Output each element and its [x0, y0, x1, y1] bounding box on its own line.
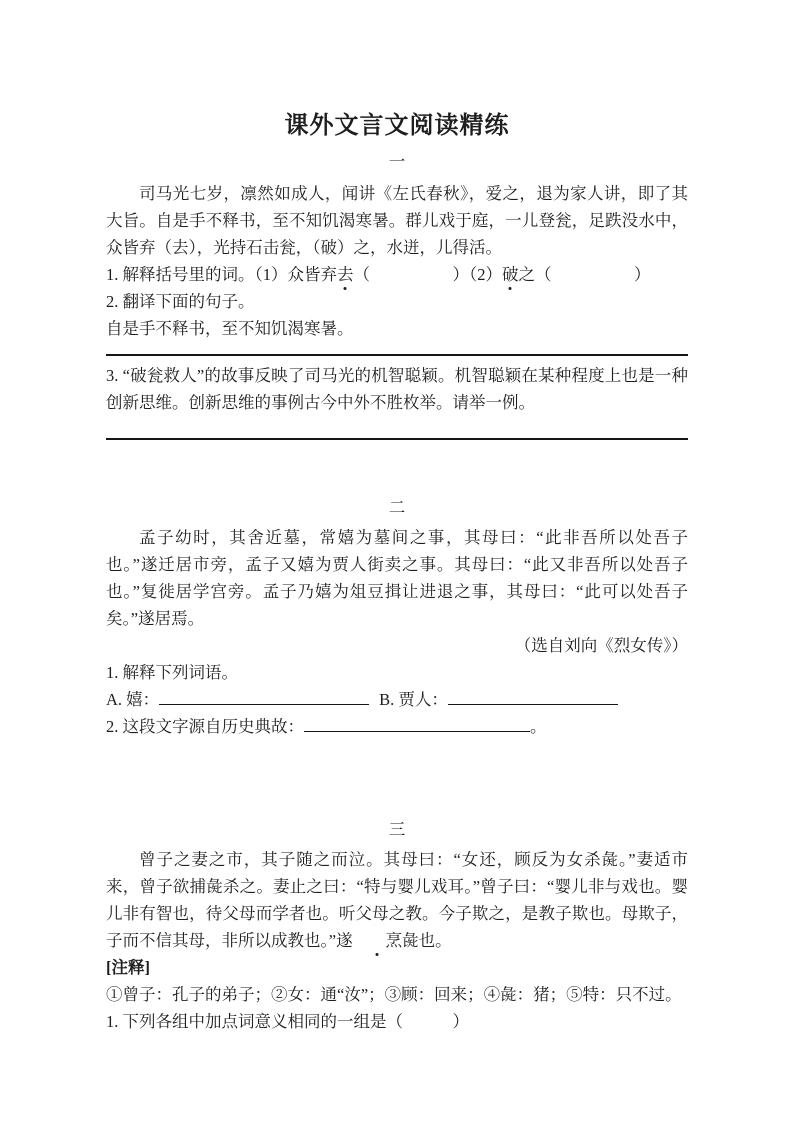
section-two-question-1-blanks: [106, 686, 688, 713]
question-2-suffix: 。: [530, 717, 547, 736]
section-one-question-3: 3. “破瓮救人”的故事反映了司马光的机智聪颖。机智聪颖在某种程度上也是一种创新思维。创新思维的事例古今中外不胜枚举。请举一例。: [106, 366, 688, 412]
term-b-label: B. 贾人：: [379, 690, 448, 709]
page-title: 课外文言文阅读精练: [284, 113, 510, 139]
section-three-marker: 三: [388, 820, 406, 839]
section-one-question-1: [106, 261, 688, 288]
section-two-marker: 二: [388, 498, 406, 517]
answer-blank-xi: [159, 688, 369, 705]
section-one-question-2-label: 2. 翻译下面的句子。: [106, 292, 255, 311]
section-two-question-2: [106, 713, 688, 740]
question-1-blank-2: 之（ ）: [518, 265, 651, 284]
emphasized-char-qu: 去: [337, 261, 354, 288]
document-page: [106, 0, 688, 1035]
question-1-text: 1. 解释括号里的词。（1）众皆弃: [106, 265, 337, 284]
section-two-passage: 孟子幼时，其舍近墓，常嬉为墓间之事，其母曰：“此非吾所以处吾子也。”遂迁居市旁，孟子又嬉为贾人街卖之事。其母曰：“此又非吾所以处吾子也。”复徙居学宫旁。孟子乃嬉为俎豆揖让进退之事，其母曰：“此可以处吾子矣。”遂居焉。: [106, 528, 688, 628]
emphasized-char-peng: 烹: [353, 927, 403, 954]
question-1-blank-1: （ ）（2）: [353, 265, 502, 284]
passage-text: 曾子之妻之市，其子随之而泣。其母曰：“女还，顾反为女杀彘。”妻适市来，曾子欲捕彘杀之。妻止之曰：“特与婴儿戏耳。”曾子曰：“婴儿非与戏也。婴儿非有智也，待父母而学者也。听父母之教。今子欺之，是教子欺也。母欺子，子而不信其母，非所以成教也。”遂: [106, 850, 688, 950]
section-one-question-2-sentence: 自是手不释书，至不知饥渴寒暑。: [106, 319, 354, 338]
passage-text-end: 彘也。: [402, 931, 452, 950]
notes-header: [注释]: [106, 958, 150, 977]
question-2-prefix: 2. 这段文字源自历史典故：: [106, 717, 304, 736]
section-three-question-1: 1. 下列各组中加点词意义相同的一组是（ ）: [106, 1012, 469, 1031]
emphasized-char-po: 破: [502, 261, 519, 288]
answer-blank-allusion: [304, 715, 530, 732]
section-two-question-1-label: 1. 解释下列词语。: [106, 663, 238, 682]
answer-rule-2: [106, 438, 688, 440]
section-two-source: （选自刘向《烈女传》）: [514, 636, 688, 655]
term-a-label: A. 嬉：: [106, 690, 160, 709]
answer-rule-1: [106, 354, 688, 356]
section-three-passage: [106, 846, 688, 954]
answer-blank-gu-ren: [448, 688, 618, 705]
section-one-passage: 司马光七岁，凛然如成人，闻讲《左氏春秋》，爱之，退为家人讲，即了其大旨。自是手不释书，至不知饥渴寒暑。群儿戏于庭，一儿登瓮，足跌没水中，众皆弃（去），光持石击瓮，（破）之，水迸，儿得活。: [106, 184, 688, 257]
notes-text: ①曾子：孔子的弟子；②女：通“汝”；③顾：回来；④彘：猪；⑤特：只不过。: [106, 985, 682, 1004]
section-one-marker: 一: [388, 152, 406, 171]
